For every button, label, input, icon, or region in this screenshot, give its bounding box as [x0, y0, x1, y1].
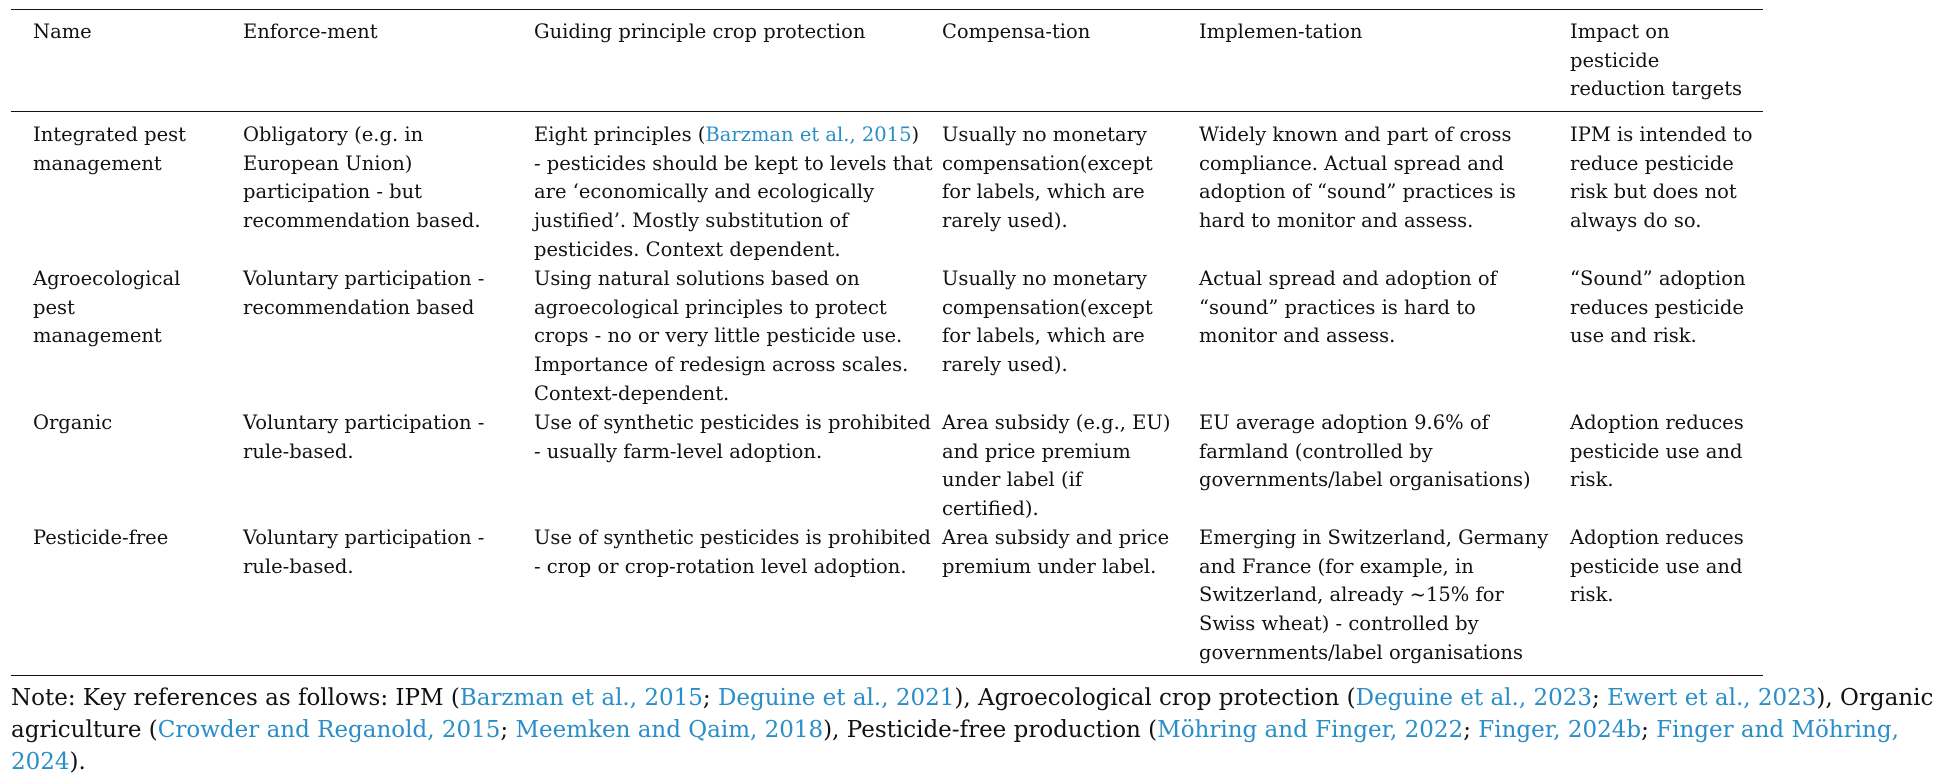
- cell-line: hard to monitor and assess.: [1199, 209, 1474, 233]
- row-ipm-principle-line1: [534, 121, 933, 150]
- note-text: ).: [69, 749, 86, 775]
- cell-line: Using natural solutions based on: [534, 267, 860, 290]
- cell-line: compensation(except: [942, 295, 1153, 319]
- cell-line: Importance of redesign across scales.: [534, 353, 909, 377]
- note-line-1: [11, 682, 1933, 714]
- cell-line: justified’. Mostly substitution of: [534, 209, 849, 233]
- note-line-3: [11, 746, 1933, 778]
- cell-line: pesticide use and: [1570, 554, 1743, 578]
- row-pesticide-free-name: [33, 524, 168, 553]
- cell-line: Enforce-ment: [243, 20, 378, 43]
- row-ipm-implementation: [1199, 121, 1516, 236]
- cell-line: under label (if: [942, 468, 1083, 492]
- cell-line: rarely used).: [942, 209, 1068, 233]
- cell-line: Organic: [33, 411, 113, 434]
- ref-finger-mohring-2024-link[interactable]: Finger and Möhring,: [1656, 717, 1899, 743]
- note-text: ;: [500, 717, 516, 743]
- cell-line: Impact on: [1570, 20, 1670, 43]
- cell-line: pesticides. Context dependent.: [534, 237, 841, 261]
- note-text: ), Organic: [1816, 685, 1933, 711]
- cell-line: Obligatory (e.g. in: [243, 123, 424, 146]
- cell-line: Compensa-tion: [942, 20, 1091, 43]
- table-top-rule: [11, 9, 1763, 10]
- row-agroecological-implementation: [1199, 265, 1497, 351]
- row-agroecological-compensation: [942, 265, 1153, 380]
- note-text: ;: [702, 685, 718, 711]
- note-text: ;: [1641, 717, 1657, 743]
- header-name: [33, 18, 92, 47]
- row-organic-impact: [1570, 409, 1744, 495]
- row-ipm-impact: [1570, 121, 1752, 236]
- header-impact: [1570, 18, 1742, 104]
- cell-line: premium under label.: [942, 554, 1157, 578]
- cell-line: Voluntary participation -: [243, 267, 485, 290]
- cell-line: risk but does not: [1570, 180, 1737, 204]
- row-pesticide-free-impact: [1570, 524, 1744, 610]
- cell-line: Context-dependent.: [534, 381, 730, 405]
- cell-line: management: [33, 324, 162, 348]
- row-pesticide-free-enforcement: [243, 524, 484, 581]
- cell-line: risk.: [1570, 468, 1614, 492]
- note-text: agriculture (: [11, 717, 158, 743]
- cell-line: governments/label organisations: [1199, 640, 1523, 664]
- ref-barzman-2015-link[interactable]: Barzman et al., 2015: [705, 123, 912, 146]
- cell-line: - usually farm-level adoption.: [534, 439, 823, 463]
- cell-line: reduction targets: [1570, 77, 1743, 101]
- cell-line: Usually no monetary: [942, 267, 1147, 290]
- row-ipm-enforcement: [243, 121, 481, 236]
- cell-line: “sound” practices is hard to: [1199, 295, 1476, 319]
- cell-line: for labels, which are: [942, 180, 1145, 204]
- cell-line: reduces pesticide: [1570, 295, 1744, 319]
- cell-line: Usually no monetary: [942, 123, 1147, 146]
- row-organic-name: [33, 409, 112, 438]
- note-text: ;: [1463, 717, 1479, 743]
- cell-line: Adoption reduces: [1570, 411, 1744, 434]
- cell-line: crops - no or very little pesticide use.: [534, 324, 903, 348]
- cell-line: pest: [33, 295, 75, 319]
- cell-line: management: [33, 151, 162, 175]
- row-agroecological-impact: [1570, 265, 1746, 351]
- cell-line: risk.: [1570, 583, 1614, 607]
- cell-line: IPM is intended to: [1570, 123, 1753, 146]
- cell-line: Voluntary participation -: [243, 526, 485, 549]
- note-text: ;: [1592, 685, 1608, 711]
- cell-line: Use of synthetic pesticides is prohibited: [534, 411, 931, 434]
- cell-line: “Sound” adoption: [1570, 267, 1746, 290]
- header-implementation: [1199, 18, 1362, 47]
- cell-line: compensation(except: [942, 151, 1153, 175]
- cell-line: pesticide use and: [1570, 439, 1743, 463]
- ref-finger-mohring-2024-link-cont[interactable]: 2024: [11, 749, 70, 775]
- ref-mohring-2022-link[interactable]: Möhring and Finger, 2022: [1157, 717, 1464, 743]
- cell-line: Pesticide-free: [33, 526, 169, 549]
- row-organic-compensation: [942, 409, 1170, 524]
- ref-deguine-2021-link[interactable]: Deguine et al., 2021: [717, 685, 955, 711]
- cell-line: Use of synthetic pesticides is prohibited: [534, 526, 931, 549]
- note-text: ), Agroecological crop protection (: [954, 685, 1356, 711]
- row-agroecological-enforcement: [243, 265, 484, 322]
- cell-line: European Union): [243, 151, 413, 175]
- row-pesticide-free-principle: [534, 524, 931, 581]
- row-pesticide-free-implementation: [1199, 524, 1548, 668]
- cell-line: Agroecological: [33, 267, 181, 290]
- cell-line: compliance. Actual spread and: [1199, 151, 1504, 175]
- row-organic-enforcement: [243, 409, 484, 466]
- cell-line: rule-based.: [243, 439, 354, 463]
- cell-line: Integrated pest: [33, 123, 186, 146]
- note-text: Note: Key references as follows: IPM (: [11, 685, 460, 711]
- header-enforcement: [243, 18, 378, 47]
- ref-ewert-2023-link[interactable]: Ewert et al., 2023: [1607, 685, 1817, 711]
- cell-line: reduce pesticide: [1570, 151, 1734, 175]
- cell-line: rule-based.: [243, 554, 354, 578]
- ref-finger-2024b-link[interactable]: Finger, 2024b: [1478, 717, 1642, 743]
- cell-line: for labels, which are: [942, 324, 1145, 348]
- principle-text: ): [911, 123, 920, 146]
- principle-text: Eight principles (: [534, 123, 706, 146]
- cell-line: rarely used).: [942, 353, 1068, 377]
- cell-line: and price premium: [942, 439, 1131, 463]
- cell-line: governments/label organisations): [1199, 468, 1531, 492]
- cell-line: participation - but: [243, 180, 423, 204]
- table-header-rule: [11, 111, 1763, 112]
- cell-line: always do so.: [1570, 209, 1702, 233]
- note-line-2: [11, 714, 1933, 746]
- ref-crowder-2015-link[interactable]: Crowder and Reganold, 2015: [157, 717, 501, 743]
- cell-line: recommendation based.: [243, 209, 481, 233]
- cell-line: Guiding principle crop protection: [534, 20, 866, 43]
- row-organic-implementation: [1199, 409, 1531, 495]
- row-ipm-principle: [534, 121, 933, 265]
- cell-line: - crop or crop-rotation level adoption.: [534, 554, 907, 578]
- cell-line: Switzerland, already ~15% for: [1199, 583, 1504, 607]
- cell-line: Widely known and part of cross: [1199, 123, 1512, 146]
- cell-line: Area subsidy (e.g., EU): [942, 411, 1171, 434]
- cell-line: Name: [33, 20, 92, 43]
- cell-line: Implemen-tation: [1199, 20, 1363, 43]
- cell-line: Swiss wheat) - controlled by: [1199, 612, 1479, 636]
- cell-line: pesticide: [1570, 48, 1660, 72]
- row-agroecological-principle: [534, 265, 908, 409]
- cell-line: Area subsidy and price: [942, 526, 1170, 549]
- cell-line: Voluntary participation -: [243, 411, 485, 434]
- row-agroecological-name: [33, 265, 180, 351]
- row-ipm-principle-rest: [534, 150, 933, 265]
- cell-line: use and risk.: [1570, 324, 1697, 348]
- cell-line: Adoption reduces: [1570, 526, 1744, 549]
- cell-line: farmland (controlled by: [1199, 439, 1433, 463]
- table-bottom-rule: [11, 675, 1763, 676]
- cell-line: are ‘economically and ecologically: [534, 180, 875, 204]
- table-note: [11, 682, 1933, 778]
- cell-line: and France (for example, in: [1199, 554, 1474, 578]
- cell-line: monitor and assess.: [1199, 324, 1396, 348]
- cell-line: - pesticides should be kept to levels that: [534, 151, 933, 175]
- ref-barzman-2015-link[interactable]: Barzman et al., 2015: [459, 685, 703, 711]
- cell-line: certified).: [942, 497, 1039, 521]
- cell-line: Emerging in Switzerland, Germany: [1199, 526, 1549, 549]
- cell-line: agroecological principles to protect: [534, 295, 887, 319]
- row-ipm-compensation: [942, 121, 1153, 236]
- row-organic-principle: [534, 409, 931, 466]
- cell-line: recommendation based: [243, 295, 475, 319]
- cell-line: Actual spread and adoption of: [1199, 267, 1497, 290]
- ref-meemken-2018-link[interactable]: Meemken and Qaim, 2018: [515, 717, 824, 743]
- cell-line: adoption of “sound” practices is: [1199, 180, 1516, 204]
- cell-line: EU average adoption 9.6% of: [1199, 411, 1489, 434]
- header-compensation: [942, 18, 1090, 47]
- ref-deguine-2023-link[interactable]: Deguine et al., 2023: [1355, 685, 1593, 711]
- row-ipm-name: [33, 121, 186, 178]
- row-pesticide-free-compensation: [942, 524, 1169, 581]
- header-guiding-principle: [534, 18, 865, 47]
- note-text: ), Pesticide-free production (: [823, 717, 1158, 743]
